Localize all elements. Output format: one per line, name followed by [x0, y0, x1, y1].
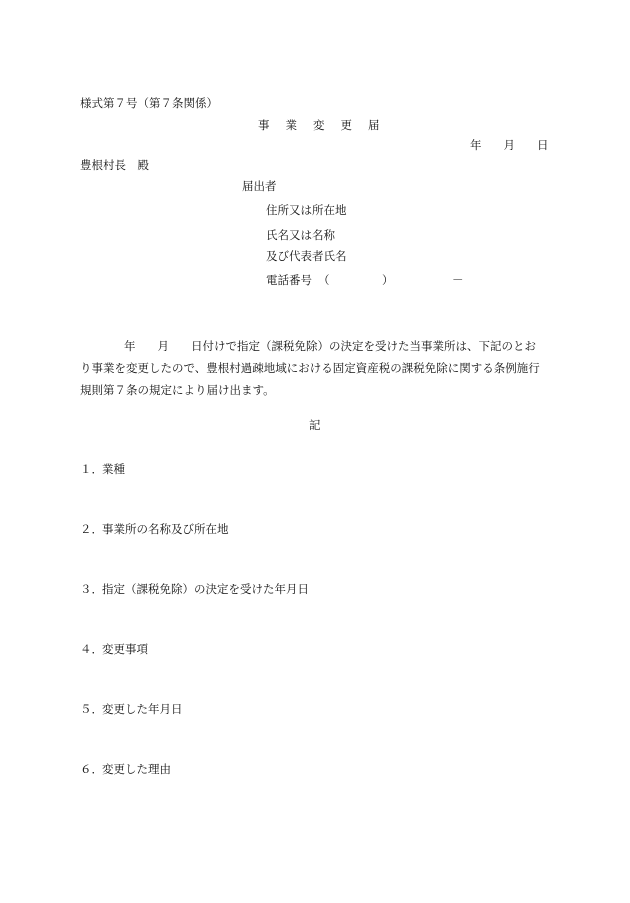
item-number: ３． [80, 582, 103, 596]
date-day: 日 [537, 138, 549, 152]
applicant-label: 届出者 [242, 179, 277, 193]
item-label: 事業所の名称及び所在地 [102, 522, 229, 536]
item-number: ２． [80, 522, 103, 536]
list-item [80, 704, 183, 716]
item-label: 指定（課税免除）の決定を受けた年月日 [102, 582, 309, 596]
item-number: ５． [80, 702, 103, 716]
body-month: 月 [157, 339, 169, 353]
address-label: 住所又は所在地 [266, 203, 347, 217]
addressee: 豊根村長 殿 [80, 158, 149, 172]
title-char: 事 [258, 118, 270, 132]
list-item [80, 464, 125, 476]
body-line-3: 規則第７条の規定により届け出ます。 [80, 383, 275, 397]
item-label: 変更した年月日 [102, 702, 183, 716]
notification-body [80, 335, 550, 401]
item-label: 変更した理由 [102, 762, 171, 776]
phone-dash: － [452, 273, 464, 287]
date-year: 年 [470, 138, 482, 152]
phone-label: 電話番号 [266, 273, 312, 287]
form-number: 様式第７号（第７条関係） [80, 96, 218, 110]
list-item [80, 524, 229, 536]
phone-close-paren: ） [382, 273, 394, 287]
title-char: 届 [368, 118, 380, 132]
item-label: 変更事項 [102, 642, 148, 656]
ki-heading: 記 [309, 418, 321, 432]
body-line-1 [80, 335, 550, 357]
body-line-2: り事業を変更したので、豊根村過疎地域における固定資産税の課税免除に関する条例施行 [80, 361, 540, 375]
title-char: 業 [285, 118, 297, 132]
date-month: 月 [503, 138, 515, 152]
phone-open-paren: （ [318, 273, 330, 287]
name-label: 氏名又は名称 [266, 228, 335, 242]
list-item [80, 644, 148, 656]
item-number: １． [80, 462, 103, 476]
list-item [80, 584, 309, 596]
item-label: 業種 [102, 462, 125, 476]
body-line-1-text: 日付けで指定（課税免除）の決定を受けた当事業所は、下記のとお [191, 339, 536, 353]
body-year: 年 [124, 339, 136, 353]
representative-name-label: 及び代表者氏名 [266, 249, 347, 263]
title-char: 変 [313, 118, 325, 132]
document-title [258, 120, 380, 132]
item-number: ４． [80, 642, 103, 656]
title-char: 更 [340, 118, 352, 132]
date-line [470, 140, 549, 152]
item-number: ６． [80, 762, 103, 776]
list-item [80, 764, 171, 776]
